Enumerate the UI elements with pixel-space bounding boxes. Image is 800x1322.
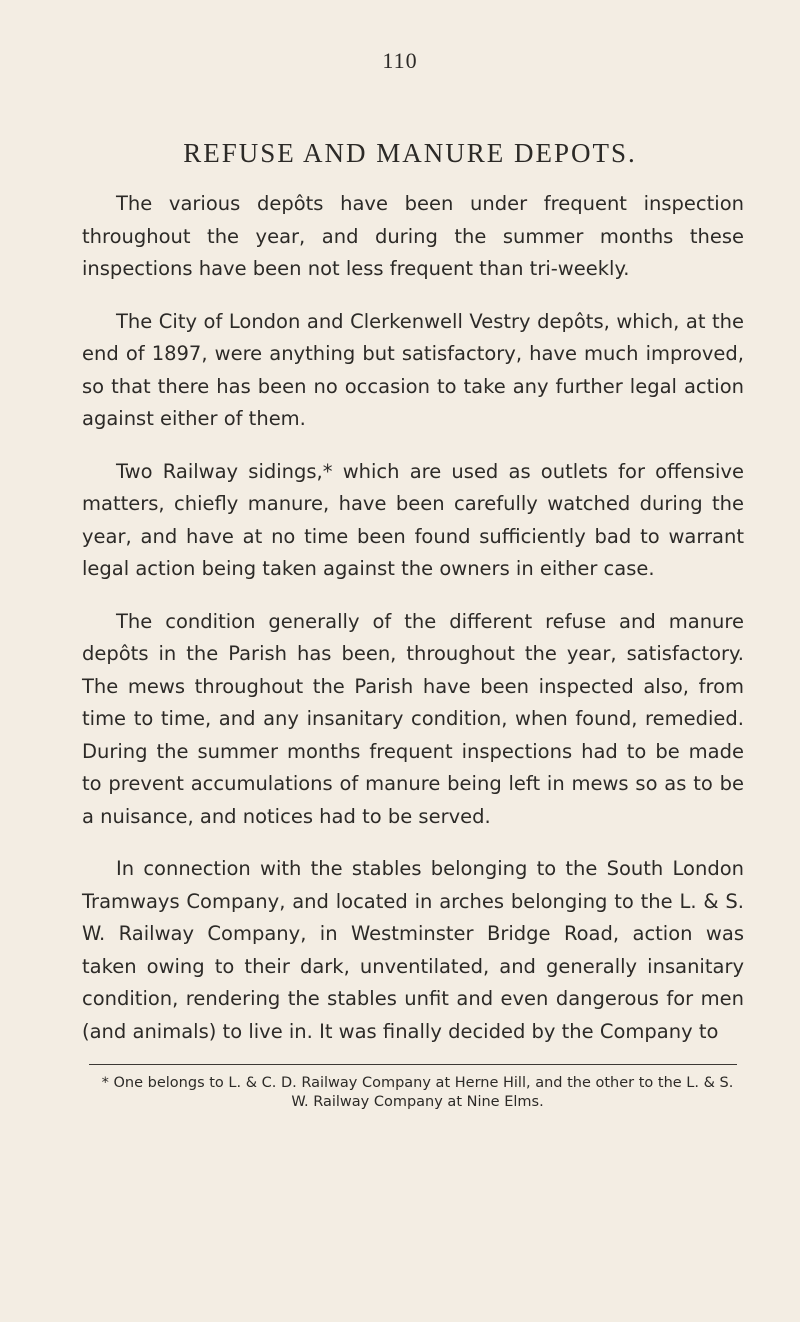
footnote: * One belongs to L. & C. D. Railway Company at Herne Hill, and the other to the L. & S. W. Railway Company at Nine Elms.	[101, 1075, 734, 1110]
body-text	[82, 188, 744, 1068]
paragraph-4: The condition generally of the different refuse and manure depôts in the Parish has been, throughout the year, satisfactory. The mews throughout the Parish have been inspected also, from time to time, and any insanitary condition, when found, remedied. During the summer months frequent inspections had to be made to prevent accumulations of manure being left in mews so as to be a nuisance, and notices had to be served.	[82, 609, 744, 828]
section-title: REFUSE AND MANURE DEPOTS.	[183, 138, 637, 168]
footnote-divider	[89, 1064, 737, 1065]
paragraph-1: The various depôts have been under frequent inspection throughout the year, and during the summer months these inspections have been not less frequent than tri-weekly.	[82, 192, 744, 280]
page-number: 110	[382, 48, 418, 73]
paragraph-5: In connection with the stables belonging to the South London Tramways Company, and located in arches belonging to the L. & S. W. Railway Company, in Westminster Bridge Road, action was taken owing to their dark, unventilated, and generally insanitary condition, rendering the stables unfit and even dangerous for men (and animals) to live in. It was finally decided by the Company to	[82, 857, 744, 1043]
paragraph-3: Two Railway sidings,* which are used as outlets for offensive matters, chiefly manure, have been carefully watched during the year, and have at no time been found sufficiently bad to warrant legal action being taken against the owners in either case.	[82, 459, 744, 580]
paragraph-2: The City of London and Clerkenwell Vestry depôts, which, at the end of 1897, were anything but satisfactory, have much improved, so that there has been no occasion to take any further legal action against either of them.	[82, 309, 744, 430]
